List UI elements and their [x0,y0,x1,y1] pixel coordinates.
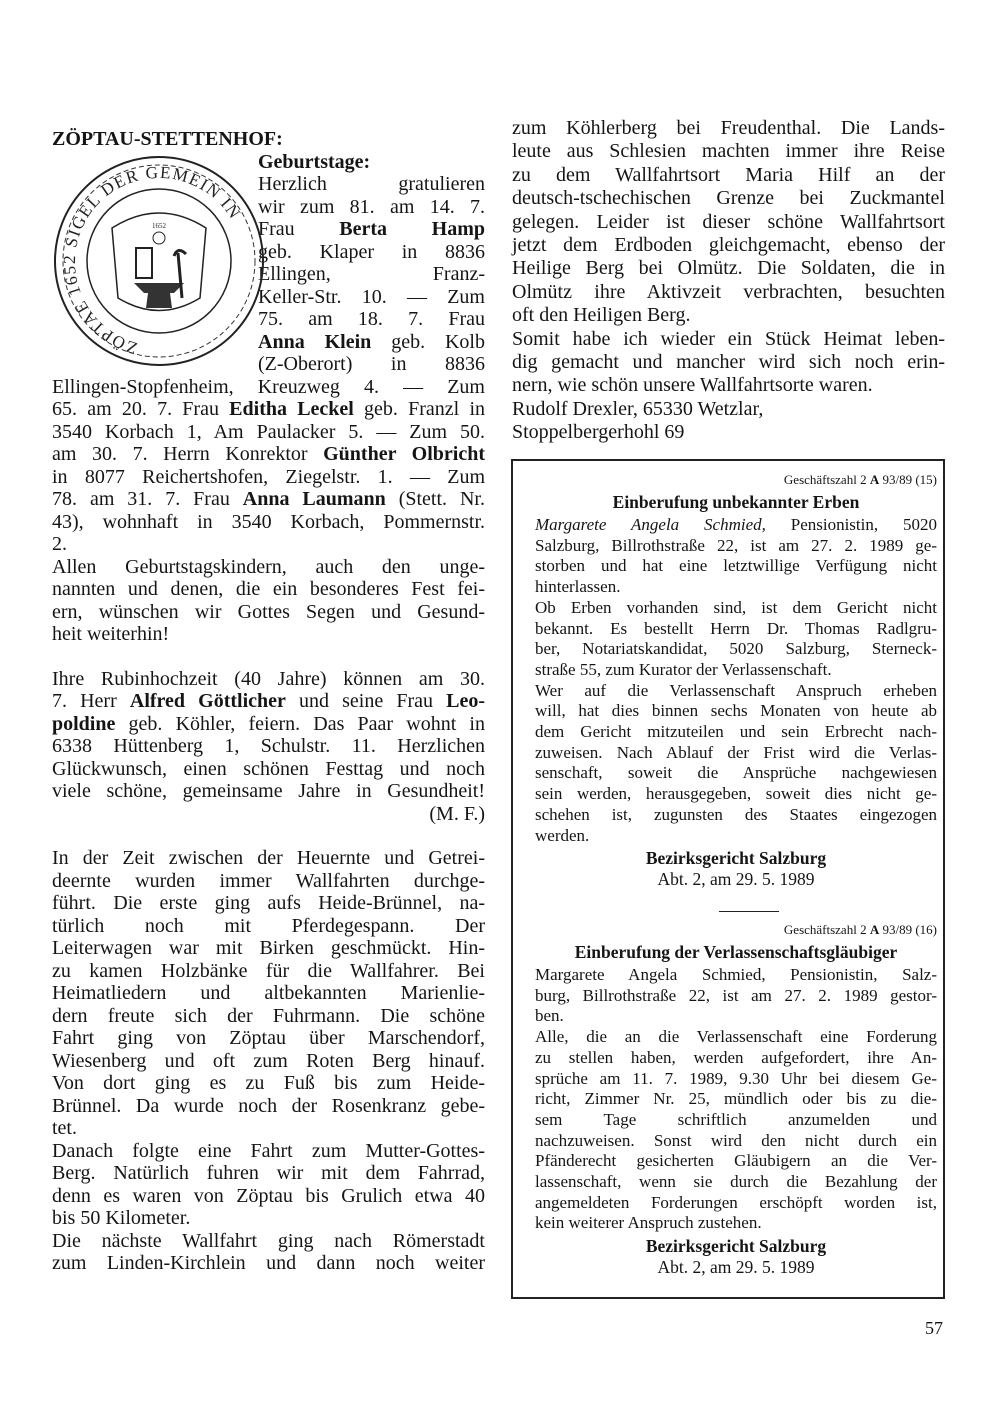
text-line [52,960,485,983]
text-line [535,1089,937,1110]
text-line [52,780,485,803]
text-line [535,986,937,1007]
text-line [258,218,485,241]
text-run: 78. am 31. 7. Frau [52,488,243,510]
text-line [52,937,485,960]
text-line [52,1027,485,1050]
text-line [535,1172,937,1193]
text-line [258,286,485,309]
text-line [52,466,485,489]
text-line [535,1110,937,1131]
text-run: 6338 Hüttenberg 1, Schulstr. 11. Herzlichen [52,735,485,757]
bold-name: poldine [52,712,116,735]
divider [719,911,779,912]
text-line [52,443,485,466]
text-run: ern, wünschen wir Gottes Segen und Gesund- [52,600,485,623]
text-run: 3540 Korbach 1, Am Paulacker 5. — Zum 50. [52,420,485,443]
seal-wrapped-text [258,151,485,376]
text-line [52,421,485,444]
text-run: In der Zeit zwischen der Heuernte und Getrei- [52,847,485,869]
text-line [52,1050,485,1073]
text-line [535,1151,937,1172]
text-line [535,1213,937,1234]
text-run: straße 55, zum Kurator der Verlassenschaft. [535,659,832,679]
text-line [258,308,485,331]
text-run: kein weiterer Anspruch zustehen. [535,1213,762,1233]
bold-name: Anna Klein [258,330,372,353]
text-line [52,690,485,713]
text-line [535,826,937,847]
italic-name: Margarete Angela Schmied, [535,515,766,534]
text-run: 93/89 (16) [879,922,937,937]
text-run: sein werden, herausgegeben, soweit dies nicht ge- [535,784,937,804]
text-line [512,328,945,351]
notice-date: Abt. 2, am 29. 5. 1989 [657,868,815,889]
text-run: Salzburg, Billrothstraße 22, ist am 27. 2. 1989 ge- [535,535,937,555]
text-line [535,577,937,598]
text-run: wir zum 81. am 14. 7. [258,195,485,218]
text-run: deernte wurden immer Wallfahrten durchge- [52,869,485,892]
svg-text:ZÖPTAE 1652 SIGEL DER GEMEIN I: ZÖPTAE 1652 SIGEL DER GEMEIN IN [59,162,245,358]
text-line [512,164,945,187]
text-line [535,965,937,986]
text-run: storben und hat eine letztwillige Verfügung nicht [535,556,937,576]
case-number [535,921,937,939]
text-run: leute aus Schlesien machten immer ihre Reise [512,140,945,163]
notice-title: Einberufung unbekannter Erben [612,492,860,512]
text-run: zum Linden-Kirchlein und dann noch weiter [52,1252,485,1274]
text-line [535,1048,937,1069]
text-run: Geschäftszahl 2 [783,472,870,487]
text-line [535,660,937,681]
text-run: Frau [258,218,340,240]
blank-line [52,646,485,668]
text-run: Wer auf die Verlassenschaft Anspruch erheben [535,680,937,700]
text-run: nern, wie schön unsere Wallfahrtsorte waren. [512,374,873,397]
text-run: nannten und denen, die ein besonderes Fest fei- [52,578,485,600]
text-run: am 30. 7. Herrn Konrektor [52,443,324,465]
right-column [512,117,945,445]
svg-text:1652: 1652 [152,222,166,230]
text-run: türlich noch mit Pferdegespann. Der [52,914,485,937]
bold-name: Günther Olbricht [323,443,486,465]
text-line [52,1162,485,1185]
text-run: will, hat dies binnen sechs Monaten von heute ab [535,701,937,721]
text-line [258,331,485,354]
text-run: Alle, die an die Verlassenschaft eine Forderung [535,1027,937,1047]
page-number: 57 [925,1318,943,1338]
text-run: heit weiterhin! [52,623,170,645]
text-line [258,173,485,196]
text-run: Geschäftszahl 2 [783,922,870,937]
text-run: senschaft, soweit die Ansprüche nachgewiesen [535,763,937,783]
text-line [512,117,945,140]
text-line [512,140,945,163]
text-run: Rudolf Drexler, 65330 Wetzlar, [512,397,764,420]
left-column [52,128,485,1275]
text-run: Leiterwagen war mit Birken geschmückt. Hin- [52,937,485,959]
notice-title: Einberufung der Verlassenschaftsgläubiger [574,942,898,962]
text-run: geb. Kolb [371,330,485,353]
court-name: Bezirksgericht Salzburg [645,848,827,869]
text-run: Brünnel. Da wurde noch der Rosenkranz gebe- [52,1094,485,1117]
text-line [258,353,485,376]
text-run: Heilige Berg bei Olmütz. Die Soldaten, die in [512,257,945,280]
text-line [535,515,937,536]
text-run: Allen Geburtstagskindern, auch den unge- [52,555,485,578]
text-line [258,151,485,174]
text-line [52,982,485,1005]
notice-body [535,515,937,846]
court-notice-1 [535,471,937,889]
municipal-seal-image [50,148,268,374]
text-line [535,556,937,577]
bold-name: A [869,922,880,937]
text-run: werden. [535,825,590,845]
text-run: zuweisen. Nach Ablauf der Frist wird die Verlas- [535,742,937,762]
text-line [52,1230,485,1253]
text-line [535,681,937,702]
text-run: 2. [52,533,67,555]
text-line [535,536,937,557]
text-run: Fahrt ging von Zöptau über Marschendorf, [52,1027,485,1049]
text-line [535,619,937,640]
text-line [258,263,485,286]
text-line [535,598,937,619]
section-heading: ZÖPTAU-STETTENHOF: [52,128,283,150]
text-run: dig gemacht und mancher wird sich noch erin- [512,351,945,374]
text-run: geb. Franzl in [353,398,486,420]
text-run: Stoppelbergerhohl 69 [512,421,685,444]
court-notice-2 [535,921,937,1277]
text-line [52,533,485,556]
text-run: denn es waren von Zöptau bis Grulich etwa 40 [52,1184,485,1207]
text-run: in 8077 Reichertshofen, Ziegelstr. 1. — Zum [52,465,485,488]
text-run: Die nächste Wallfahrt ging nach Römerstadt [52,1229,485,1252]
text-line [52,1117,485,1140]
text-line [52,892,485,915]
bold-name: Anna Laumann [242,488,386,510]
text-run: Pensionistin, 5020 [765,515,937,534]
text-line [52,1252,485,1275]
text-line [535,743,937,764]
text-run: 93/89 (15) [879,472,937,487]
notice-date: Abt. 2, am 29. 5. 1989 [657,1256,815,1277]
text-line [52,488,485,511]
text-run: (M. F.) [429,802,485,825]
text-line [512,374,945,397]
text-run: Wiesenberg und oft zum Roten Berg hinauf. [52,1049,485,1072]
text-run: dem Gericht mitzuteilen und sein Erbrecht nach- [535,722,937,742]
text-line [52,578,485,601]
text-line [512,234,945,257]
text-line [52,735,485,758]
text-run: (Stett. Nr. [385,488,485,510]
bold-name: A [869,472,880,487]
text-run: 43), wohnhaft in 3540 Korbach, Pommernstr. [52,510,485,533]
blank-line [52,825,485,847]
text-run: jetzt dem Erdboden gleichgemacht, ebenso der [512,234,945,257]
text-line [52,1140,485,1163]
text-line [52,668,485,691]
text-line [535,722,937,743]
text-line [512,211,945,234]
text-run: richt, Zimmer Nr. 25, mündlich oder bis zu die- [535,1089,937,1109]
bold-name: Editha Leckel [229,398,354,420]
text-run: Olmütz ihre Aktivzeit verbrachten, besuchten [512,280,945,303]
text-line [535,1006,937,1027]
text-line [52,1072,485,1095]
bold-name: Berta Hamp [339,218,485,240]
text-run: dern freute sich der Fuhrmann. Die schöne [52,1004,485,1027]
text-run: 75. am 18. 7. Frau [258,308,485,330]
case-number [535,471,937,489]
text-run: Ihre Rubinhochzeit (40 Jahre) können am 30. [52,667,485,690]
text-line [52,915,485,938]
right-body-text [512,117,945,445]
text-run: sprüche am 11. 7. 1989, 9.30 Uhr bei diesem Ge- [535,1068,937,1088]
text-run: geb. Köhler, feiern. Das Paar wohnt in [115,712,485,735]
text-line [52,870,485,893]
text-run: zu kamen Holzbänke für die Wallfahrer. Bei [52,959,485,982]
text-line [535,1193,937,1214]
text-run: Ob Erben vorhanden sind, ist dem Gericht nicht [535,597,937,617]
text-line [535,805,937,826]
text-line [535,1027,937,1048]
text-line [512,187,945,210]
text-run: Ellingen, Franz- [258,263,485,285]
text-run: burg, Billrothstraße 22, ist am 27. 2. 1989 gestor- [535,985,937,1005]
text-line [512,421,945,444]
text-line [535,1069,937,1090]
text-line [535,1131,937,1152]
bold-name: Leo- [446,690,486,712]
left-body-text [52,376,485,1275]
court-notices-box [511,459,945,1299]
text-run: tet. [52,1117,77,1139]
text-line [52,623,485,646]
text-line [512,398,945,421]
text-run: Herzlich gratulieren [258,173,485,195]
text-run: Von dort ging es zu Fuß bis zum Heide- [52,1072,485,1094]
text-line [52,847,485,870]
text-line [535,639,937,660]
text-run: angemeldeten Forderungen erschöpft worden ist, [535,1192,937,1212]
text-line [535,763,937,784]
text-line [52,601,485,624]
text-run: Berg. Natürlich fuhren wir mit dem Fahrrad, [52,1162,485,1184]
text-run: zu dem Wallfahrtsort Maria Hilf an der [512,163,945,186]
text-run: nachzuweisen. Sonst wird den nicht durch ein [535,1130,937,1150]
text-run: hinterlassen. [535,577,621,597]
text-line [52,556,485,579]
text-line [52,1095,485,1118]
text-run: (Z-Oberort) in 8836 [258,353,485,375]
text-run: Somit habe ich wieder ein Stück Heimat leben- [512,327,945,350]
text-line [52,1207,485,1230]
text-run: viele schöne, gemeinsame Jahre in Gesundheit! [52,780,485,802]
text-run: Heimatliedern und altbekannten Marienlie- [52,982,485,1004]
text-run: gelegen. Leider ist dieser schöne Wallfahrtsort [512,210,945,233]
text-line [52,376,485,399]
text-line [52,1185,485,1208]
court-name: Bezirksgericht Salzburg [645,1236,827,1257]
text-line [512,351,945,374]
text-run: zum Köhlerberg bei Freudenthal. Die Lands- [512,117,945,139]
text-run: Keller-Str. 10. — Zum [258,285,485,308]
text-line [52,803,485,826]
text-run: führt. Die erste ging aufs Heide-Brünnel, na- [52,892,485,914]
bold-name: Alfred Göttlicher [129,690,286,712]
text-line [52,1005,485,1028]
text-line [52,511,485,534]
text-run: oft den Heiligen Berg. [512,304,691,327]
text-line [52,398,485,421]
text-run: Margarete Angela Schmied, Pensionistin, Salz- [535,965,937,984]
text-run: sem Tage schriftlich anzumelden und [535,1109,937,1129]
text-run: bekannt. Es bestellt Herrn Dr. Thomas Radlgru- [535,618,937,638]
text-run: ber, Notariatskandidat, 5020 Salzburg, Sterneck- [535,639,937,659]
text-line [258,196,485,219]
text-run: Glückwunsch, einen schönen Festtag und noch [52,757,485,780]
text-line [535,701,937,722]
text-run: und seine Frau [285,690,447,712]
text-run: schehen ist, zugunsten des Staates eingezogen [535,804,937,824]
text-line [512,281,945,304]
text-run: bis 50 Kilometer. [52,1207,191,1229]
text-run: Danach folgte eine Fahrt zum Mutter-Gottes- [52,1139,485,1162]
notice-body [535,965,937,1234]
text-run: 65. am 20. 7. Frau [52,398,230,420]
text-line [52,713,485,736]
text-run: 7. Herr [52,690,130,712]
text-line [512,304,945,327]
text-line [512,257,945,280]
text-run: geb. Klaper in 8836 [258,240,485,263]
text-run: Ellingen-Stopfenheim, Kreuzweg 4. — Zum [52,375,485,398]
text-line [52,758,485,781]
text-run: zu stellen haben, werden aufgefordert, ihre An- [535,1047,937,1067]
text-run: ben. [535,1006,564,1026]
text-line [258,241,485,264]
text-run: Pfänderecht gesicherten Gläubigern an die Ver- [535,1151,937,1171]
text-run: lassenschaft, wenn sie durch die Bezahlung der [535,1172,937,1192]
bold-name: Geburtstage: [258,150,371,173]
text-run: deutsch-tschechischen Grenze bei Zuckmantel [512,187,945,210]
text-line [535,784,937,805]
